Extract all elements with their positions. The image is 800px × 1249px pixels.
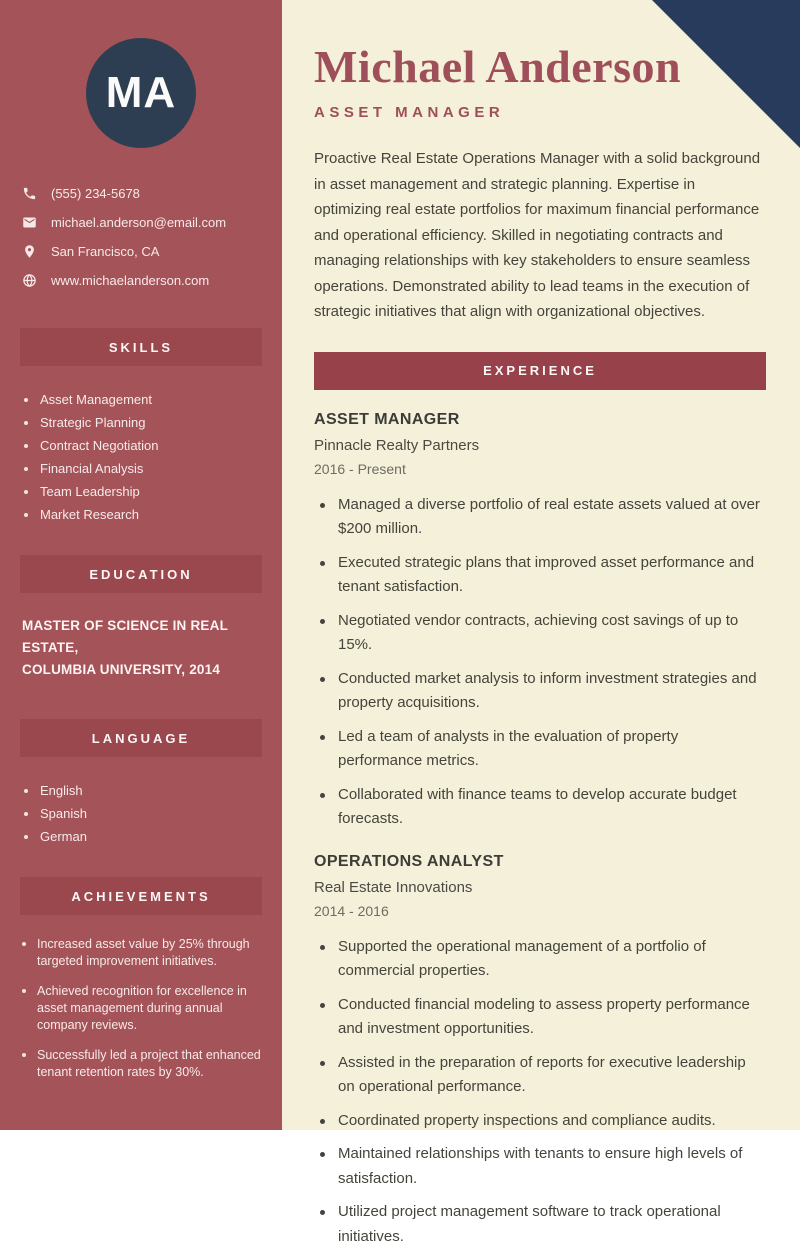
job-bullet-text: Coordinated property inspections and compliance audits. — [338, 1109, 716, 1134]
language-header-label: LANGUAGE — [92, 731, 190, 746]
job-bullet — [320, 935, 766, 984]
bullet-dot-icon — [24, 513, 28, 517]
job-bullet-text: Executed strategic plans that improved asset performance and tenant satisfaction. — [338, 551, 766, 600]
job-bullet-text: Assisted in the preparation of reports for executive leadership on operational performance. — [338, 1051, 766, 1100]
job-bullet-text: Collaborated with finance teams to develop accurate budget forecasts. — [338, 783, 766, 832]
job-bullet-text: Led a team of analysts in the evaluation of property performance metrics. — [338, 725, 766, 774]
skill-item — [24, 416, 264, 429]
bullet-dot-icon — [24, 789, 28, 793]
phone-icon — [22, 186, 37, 201]
education-degree: MASTER OF SCIENCE IN REAL ESTATE, — [22, 615, 262, 659]
skills-header — [20, 328, 262, 366]
job-title: OPERATIONS ANALYST — [314, 853, 766, 871]
job-bullet-text: Negotiated vendor contracts, achieving cost savings of up to 15%. — [338, 609, 766, 658]
job-entry — [314, 853, 766, 1249]
skill-item — [24, 439, 264, 452]
language-label: Spanish — [40, 807, 87, 820]
bullet-dot-icon — [320, 793, 325, 798]
job-bullet — [320, 609, 766, 658]
job-bullet — [320, 1109, 766, 1134]
job-bullet-text: Managed a diverse portfolio of real estate assets valued at over $200 million. — [338, 493, 766, 542]
contact-email — [22, 215, 264, 230]
achievement-item — [22, 983, 266, 1034]
bullet-dot-icon — [24, 444, 28, 448]
bullet-dot-icon — [320, 1119, 325, 1124]
job-bullet — [320, 993, 766, 1042]
job-title: ASSET MANAGER — [314, 411, 766, 429]
job-bullet-text: Utilized project management software to track operational initiatives. — [338, 1200, 766, 1249]
avatar-initials: MA — [106, 68, 176, 118]
job-bullet-text: Conducted financial modeling to assess property performance and investment opportunities. — [338, 993, 766, 1042]
bullet-dot-icon — [24, 490, 28, 494]
skill-label: Strategic Planning — [40, 416, 146, 429]
page-title: Michael Anderson — [314, 44, 766, 90]
skill-item — [24, 485, 264, 498]
skills-list — [0, 393, 282, 521]
achievement-text: Achieved recognition for excellence in asset management during annual company reviews. — [37, 983, 266, 1034]
bullet-dot-icon — [320, 1003, 325, 1008]
bullet-dot-icon — [24, 835, 28, 839]
skill-item — [24, 393, 264, 406]
bullet-dot-icon — [24, 812, 28, 816]
job-bullet — [320, 725, 766, 774]
bullet-dot-icon — [24, 421, 28, 425]
language-item — [24, 784, 264, 797]
job-company: Real Estate Innovations — [314, 879, 766, 896]
bullet-dot-icon — [320, 1061, 325, 1066]
language-item — [24, 830, 264, 843]
bullet-dot-icon — [22, 942, 26, 946]
skill-label: Financial Analysis — [40, 462, 143, 475]
job-bullet-text: Maintained relationships with tenants to ensure high levels of satisfaction. — [338, 1142, 766, 1191]
bullet-dot-icon — [320, 677, 325, 682]
skills-header-label: SKILLS — [109, 340, 173, 355]
bullet-dot-icon — [22, 989, 26, 993]
achievements-list — [0, 936, 282, 1081]
bullet-dot-icon — [320, 503, 325, 508]
skill-label: Contract Negotiation — [40, 439, 159, 452]
bullet-dot-icon — [24, 467, 28, 471]
education-header-label: EDUCATION — [89, 567, 192, 582]
job-bullet — [320, 667, 766, 716]
job-company: Pinnacle Realty Partners — [314, 437, 766, 454]
skill-label: Team Leadership — [40, 485, 140, 498]
job-bullet-list — [314, 493, 766, 832]
corner-triangle-accent — [652, 0, 800, 148]
contact-website — [22, 273, 264, 288]
achievements-header — [20, 877, 262, 915]
skill-item — [24, 508, 264, 521]
education-school: COLUMBIA UNIVERSITY, 2014 — [22, 659, 262, 681]
website-text: www.michaelanderson.com — [51, 273, 209, 288]
experience-header-label: EXPERIENCE — [483, 363, 597, 378]
avatar — [86, 38, 196, 148]
bullet-dot-icon — [320, 561, 325, 566]
education-header — [20, 555, 262, 593]
language-header — [20, 719, 262, 757]
language-label: English — [40, 784, 83, 797]
job-entry — [314, 411, 766, 832]
contact-section — [0, 186, 282, 288]
education-entry — [0, 615, 282, 681]
achievement-text: Increased asset value by 25% through targeted improvement initiatives. — [37, 936, 266, 970]
location-text: San Francisco, CA — [51, 244, 159, 259]
globe-icon — [22, 273, 37, 288]
bullet-dot-icon — [320, 1210, 325, 1215]
main-content — [282, 0, 800, 1130]
email-icon — [22, 215, 37, 230]
phone-text: (555) 234-5678 — [51, 186, 140, 201]
experience-header — [314, 352, 766, 390]
job-bullet — [320, 551, 766, 600]
job-bullet — [320, 1142, 766, 1191]
location-pin-icon — [22, 244, 37, 259]
language-label: German — [40, 830, 87, 843]
language-item — [24, 807, 264, 820]
skill-label: Asset Management — [40, 393, 152, 406]
achievement-text: Successfully led a project that enhanced tenant retention rates by 30%. — [37, 1047, 266, 1081]
bullet-dot-icon — [22, 1053, 26, 1057]
bullet-dot-icon — [320, 945, 325, 950]
skill-item — [24, 462, 264, 475]
bullet-dot-icon — [320, 619, 325, 624]
job-role-subtitle: ASSET MANAGER — [314, 104, 766, 121]
achievement-item — [22, 936, 266, 970]
skill-label: Market Research — [40, 508, 139, 521]
achievement-item — [22, 1047, 266, 1081]
job-bullet — [320, 783, 766, 832]
contact-phone — [22, 186, 264, 201]
bullet-dot-icon — [24, 398, 28, 402]
achievements-header-label: ACHIEVEMENTS — [71, 889, 210, 904]
job-bullet-list — [314, 935, 766, 1249]
sidebar — [0, 0, 282, 1130]
job-bullet — [320, 1200, 766, 1249]
job-bullet-text: Conducted market analysis to inform investment strategies and property acquisitions. — [338, 667, 766, 716]
email-text: michael.anderson@email.com — [51, 215, 226, 230]
job-bullet — [320, 493, 766, 542]
job-dates: 2016 - Present — [314, 461, 766, 477]
job-bullet — [320, 1051, 766, 1100]
job-bullet-text: Supported the operational management of a portfolio of commercial properties. — [338, 935, 766, 984]
jobs-container — [314, 411, 766, 1249]
bullet-dot-icon — [320, 1152, 325, 1157]
contact-location — [22, 244, 264, 259]
bullet-dot-icon — [320, 735, 325, 740]
job-dates: 2014 - 2016 — [314, 903, 766, 919]
language-list — [0, 784, 282, 843]
profile-summary: Proactive Real Estate Operations Manager with a solid background in asset management and strategic planning. Expertise in optimizing real estate portfolios for maximum financial performance and operational efficiency. Skilled in negotiating contracts and managing relationships with key stakeholders to ensure seamless operations. Demonstrated ability to lead teams in the execution of strategic initiatives that align with organizational objectives. — [314, 146, 766, 325]
